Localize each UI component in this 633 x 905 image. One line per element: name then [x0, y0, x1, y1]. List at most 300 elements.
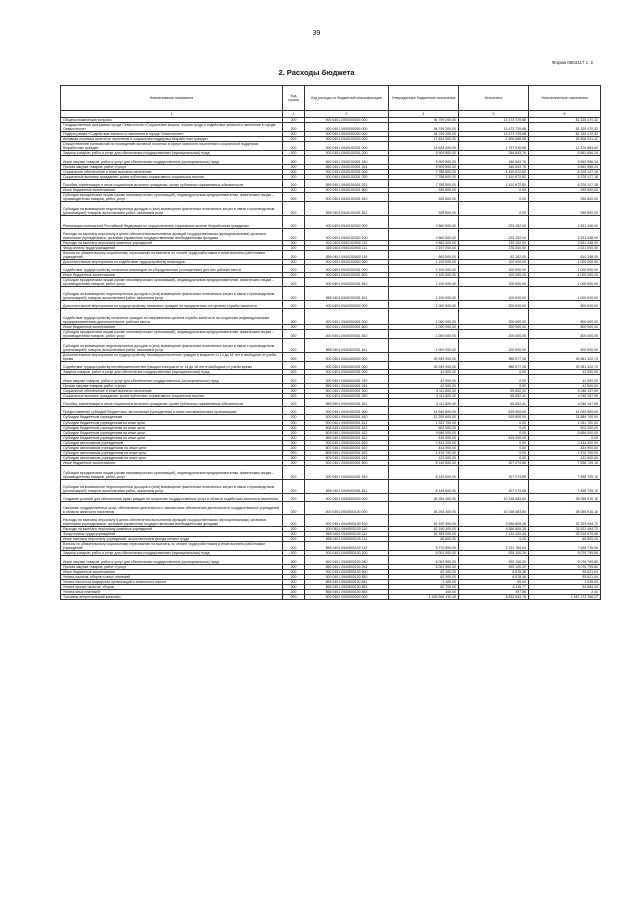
row-line-code: 200	[283, 564, 305, 569]
row-budget-code: 855 0401 0940500100 111	[305, 531, 389, 536]
row-executed: 346 843,76	[459, 151, 529, 156]
header-approved: Утвержденные бюджетные назначения	[389, 86, 459, 111]
section-title: 2. Расходы бюджета	[278, 68, 355, 77]
row-line-code: 200	[283, 394, 305, 399]
row-remaining: 25 218 579,66	[529, 531, 601, 536]
table-row	[61, 370, 601, 375]
row-budget-code: 000 0401 0940152900 000	[305, 216, 389, 229]
row-budget-code: 000 0401 0940300301 810	[305, 330, 389, 339]
row-name: Пособия, компенсации и иные социальные выплаты гражданам, кроме публичных нормативных обязательств	[61, 180, 283, 188]
row-approved: 5 909 800,00	[389, 156, 459, 165]
row-budget-code: 000 0401 0940400301 200	[305, 370, 389, 375]
row-approved: 32 353 000,00	[389, 531, 459, 536]
row-executed: 229 152,00	[459, 241, 529, 246]
row-budget-code: 000 0401 0940500100 000	[305, 501, 389, 514]
row-name: Содействие трудоустройству незанятых граждан по направлению органов службы занятости на созданные индивидуальными предпринимателями дополнительные рабочие места	[61, 309, 283, 325]
row-budget-code: 855 0401 0940152900 119	[305, 251, 389, 260]
row-remaining: 0,00	[529, 435, 601, 440]
table-row	[61, 425, 601, 430]
row-budget-code: 000 0401 0940100301 800	[305, 188, 389, 193]
row-executed: 200 000,00	[459, 325, 529, 330]
row-executed: 0,00	[459, 445, 529, 450]
row-budget-code: 000 0401 0940100301 810	[305, 193, 389, 202]
table-row	[61, 330, 601, 339]
row-name: Субсидии бюджетным учреждениям на иные цели	[61, 430, 283, 435]
table-row	[61, 170, 601, 175]
row-budget-code: 000 0401 0940400301 810	[305, 465, 389, 479]
row-remaining: 800 000,00	[529, 309, 601, 325]
row-executed: 100 000,00	[459, 287, 529, 301]
row-line-code: 200	[283, 514, 305, 526]
row-line-code: 200	[283, 265, 305, 273]
row-budget-code: 000 0401 0940100301 320	[305, 175, 389, 180]
row-budget-code: 855 0401 0940500100 853	[305, 589, 389, 594]
row-executed: 925 100,20	[459, 550, 529, 555]
table-row	[61, 450, 601, 455]
row-line-code: 200	[283, 493, 305, 501]
row-name: Субсидии бюджетным учреждениям	[61, 415, 283, 420]
row-remaining: 1 000 000,00	[529, 278, 601, 287]
table-row	[61, 137, 601, 142]
table-row	[61, 202, 601, 216]
row-remaining: 42 500,00	[529, 375, 601, 384]
row-remaining: 1 000 000,00	[529, 260, 601, 265]
row-remaining: 2,41	[529, 589, 601, 594]
row-budget-code: 000 0401 0940100301 240	[305, 156, 389, 165]
row-approved: 1 100 000,00	[389, 260, 459, 265]
header-remaining: Неисполненные назначения	[529, 86, 601, 111]
row-budget-code: 855 0401 0940200301 811	[305, 287, 389, 301]
row-name: Прочая закупка товаров, работ и услуг	[61, 384, 283, 389]
table-row	[61, 362, 601, 370]
row-budget-code: 000 0401 0940200000 000	[305, 260, 389, 265]
row-remaining: 14 033 900,00	[529, 407, 601, 415]
table-row	[61, 142, 601, 151]
row-name: Расходы на выплаты персоналу в целях обеспечения выполнения функций государственными (муниципальными) органами, казенными учреждениями, органами управления государственными внебюджетными фондами	[61, 229, 283, 241]
row-budget-code: 000 0401 0000000000 000	[305, 118, 389, 123]
row-budget-code: 855 0401 0940500100 244	[305, 564, 389, 569]
row-executed: 1 906 668,58	[459, 137, 529, 142]
row-name: Создание условий для обеспечения прав граждан на получение государственных услуг в области содействия занятости населения	[61, 493, 283, 501]
row-name: Субсидии на возмещение недополученных доходов и (или) возмещение фактически понесенных затрат в связи с производством (реализацией) товаров, выполнением работ, оказанием услуг	[61, 339, 283, 353]
column-number: 2	[283, 111, 305, 118]
table-row	[61, 287, 601, 301]
row-executed: 176 000,00	[459, 246, 529, 251]
row-remaining: 66 800,00	[529, 536, 601, 541]
row-line-code: 200	[283, 465, 305, 479]
row-executed: 0,00	[459, 420, 529, 425]
row-budget-code: 000 0401 0940400301 000	[305, 362, 389, 370]
table-row	[61, 399, 601, 407]
row-approved: 42 500,00	[389, 375, 459, 384]
row-executed: 9 266 805,28	[459, 514, 529, 526]
row-name: Субсидии юридическим лицам (кроме некоммерческих организаций), индивидуальным предпринимателям, физическим лицам – производителям товаров, работ, услуг	[61, 193, 283, 202]
row-remaining: 15 508 231,42	[529, 137, 601, 142]
row-line-code: 200	[283, 188, 305, 193]
page-number: 39	[312, 30, 321, 37]
row-approved: 1 000 000,00	[389, 309, 459, 325]
table-body	[61, 118, 601, 600]
row-approved: 2 860 500,00	[389, 241, 459, 246]
table-row	[61, 260, 601, 265]
row-budget-code: 855 0401 0940500100 119	[305, 541, 389, 550]
row-approved: 1 493 906 410,05	[389, 594, 459, 599]
row-executed: 65 602,41	[459, 389, 529, 394]
row-line-code: 200	[283, 425, 305, 430]
row-name: Расходы на выплаты персоналу казенных учреждений	[61, 526, 283, 531]
table-row	[61, 123, 601, 132]
row-executed: 13 473 729,68	[459, 132, 529, 137]
row-line-code: 200	[283, 118, 305, 123]
row-line-code: 200	[283, 353, 305, 362]
row-line-code: 200	[283, 137, 305, 142]
row-line-code: 200	[283, 123, 305, 132]
row-approved: 6 001 900,00	[389, 564, 459, 569]
row-executed: 615 900,00	[459, 407, 529, 415]
row-line-code: 200	[283, 151, 305, 156]
column-number: 4	[389, 111, 459, 118]
row-name: Иные закупки товаров, работ и услуг для обеспечения государственных (муниципальных) нужд	[61, 156, 283, 165]
row-remaining: 4 046 197,59	[529, 399, 601, 407]
row-remaining: 2 631 348,00	[529, 241, 601, 246]
row-approved: 9 656 000,00	[389, 430, 459, 435]
row-executed: 200 000,00	[459, 330, 529, 339]
row-name: Субсидии на возмещение недополученных доходов и (или) возмещение фактически понесенных затрат в связи с производством (реализацией) товаров, выполнением работ, оказанием услуг	[61, 287, 283, 301]
row-name: Субсидии автономным учреждениям на иные цели	[61, 455, 283, 460]
row-line-code: 200	[283, 325, 305, 330]
row-approved: 42 190 300,00	[389, 526, 459, 531]
row-line-code: 200	[283, 301, 305, 309]
row-approved: 62 200,00	[389, 569, 459, 574]
row-approved: 663 500,00	[389, 251, 459, 260]
row-line-code: 200	[283, 287, 305, 301]
row-remaining: 935 800,00	[529, 202, 601, 216]
row-approved: 12 205 600,00	[389, 415, 459, 420]
row-name: Субсидии автономным учреждениям на иные цели	[61, 445, 283, 450]
row-approved: 6 001 900,00	[389, 550, 459, 555]
row-executed: 65 602,41	[459, 394, 529, 399]
row-approved: 5 909 800,00	[389, 165, 459, 170]
row-remaining: 602 000,00	[529, 425, 601, 430]
row-name: Содействие трудоустройству несовершеннолетних граждан в возрасте от 14 до 18 лет в свободное от учебы время	[61, 362, 283, 370]
row-line-code: 200	[283, 142, 305, 151]
row-remaining: 7 838 725,15	[529, 479, 601, 493]
row-approved: 7 788 800,00	[389, 170, 459, 175]
row-name: Уплата налогов, сборов и иных платежей	[61, 574, 283, 579]
row-line-code: 200	[283, 180, 305, 188]
row-line-code: 200	[283, 569, 305, 574]
row-remaining: 2 021 000,00	[529, 246, 601, 251]
row-name: Государственная программа города Севастополя «Социальная защита, охрана труда и содействие занятости населения в городе Севастополе»	[61, 123, 283, 132]
row-name: Подпрограмма «Содействие занятости населения в городе Севастополе»	[61, 132, 283, 137]
row-executed: 1 410 672,82	[459, 175, 529, 180]
row-name: Субсидии юридическим лицам (кроме некоммерческих организаций), индивидуальным предпринимателям, физическим лицам – производителям товаров, работ, услуг	[61, 278, 283, 287]
row-executed: 200 000,00	[459, 309, 529, 325]
row-budget-code: 000 0401 0940100301 200	[305, 151, 389, 156]
row-approved: 94 799 200,00	[389, 123, 459, 132]
row-line-code: 200	[283, 501, 305, 514]
row-remaining: 1 000 000,00	[529, 287, 601, 301]
row-line-code: 200	[283, 430, 305, 435]
row-name: Иные бюджетные ассигнования	[61, 325, 283, 330]
row-line-code: 200	[283, 574, 305, 579]
row-executed: 0,00	[459, 375, 529, 384]
row-budget-code: 000 0401 0940500100 100	[305, 514, 389, 526]
row-remaining: 7 638 715,06	[529, 541, 601, 550]
table-row	[61, 309, 601, 325]
row-executed: 6 578,36	[459, 574, 529, 579]
row-executed: 0,00	[459, 450, 529, 455]
row-approved: 122 600,00	[389, 455, 459, 460]
row-approved: 60 700,00	[389, 584, 459, 589]
row-approved: 1 000 000,00	[389, 301, 459, 309]
row-executed: 0,00	[459, 430, 529, 435]
row-name: Уплата иных платежей	[61, 589, 283, 594]
row-executed: 100 000,00	[459, 265, 529, 273]
row-executed: 988 577,26	[459, 353, 529, 362]
row-remaining: 11 589 700,00	[529, 415, 601, 420]
row-executed: 615 900,00	[459, 415, 529, 420]
table-row	[61, 175, 601, 180]
row-line-code: 200	[283, 555, 305, 564]
row-remaining: 81 325 470,32	[529, 118, 601, 123]
row-line-code: 200	[283, 278, 305, 287]
table-row	[61, 389, 601, 394]
row-executed: 307 074,85	[459, 465, 529, 479]
row-approved: 602 000,00	[389, 425, 459, 430]
table-row	[61, 193, 601, 202]
row-name: Содействие трудоустройству незанятых инвалидов на оборудованные (оснащенные) для них рабочие места	[61, 265, 283, 273]
row-remaining: 6 378 127,18	[529, 170, 601, 175]
row-name: Социальное обеспечение и иные выплаты населению	[61, 170, 283, 175]
row-approved: 444 900,00	[389, 445, 459, 450]
row-budget-code: 855 0401 0940400301 321	[305, 399, 389, 407]
row-approved: 6 001 900,00	[389, 555, 459, 564]
row-line-code: 200	[283, 389, 305, 394]
row-remaining: 1 000 000,00	[529, 265, 601, 273]
row-name: Активная политика занятости населения и социальная поддержка безработных граждан	[61, 137, 283, 142]
row-remaining: 2 631 348,00	[529, 229, 601, 241]
column-number-row	[61, 111, 601, 118]
row-line-code: 200	[283, 589, 305, 594]
row-budget-code: 855 0401 0940100301 811	[305, 202, 389, 216]
row-budget-code: 000 0401 0940400000 000	[305, 353, 389, 362]
row-approved: 2 860 500,00	[389, 216, 459, 229]
row-budget-code: 000 0401 0940500000 000	[305, 493, 389, 501]
row-remaining: 610 348,00	[529, 251, 601, 260]
row-approved: 7 788 800,00	[389, 175, 459, 180]
row-name: Иные бюджетные ассигнования	[61, 569, 283, 574]
table-row	[61, 465, 601, 479]
header-executed: Исполнено	[459, 86, 529, 111]
row-approved: 17 484 900,00	[389, 137, 459, 142]
row-approved: 5 909 800,00	[389, 151, 459, 156]
row-remaining: 6 378 127,18	[529, 180, 601, 188]
row-remaining: 5 076 799,80	[529, 555, 601, 564]
row-approved: 8 145 800,00	[389, 460, 459, 465]
row-remaining: 122 600,00	[529, 455, 601, 460]
row-remaining: 800 000,00	[529, 339, 601, 353]
table-row	[61, 353, 601, 362]
row-line-code: 200	[283, 170, 305, 175]
row-budget-code: 855 0401 0940500100 851	[305, 579, 389, 584]
row-budget-code: 855 0401 0940400301 811	[305, 479, 389, 493]
row-approved: 1 100 000,00	[389, 278, 459, 287]
row-remaining: 5 562 956,24	[529, 151, 601, 156]
row-budget-code: 809 0401 0940400301 622	[305, 455, 389, 460]
row-line-code: 200	[283, 526, 305, 531]
table-row	[61, 445, 601, 450]
row-remaining: 800 000,00	[529, 330, 601, 339]
table-row	[61, 132, 601, 137]
table-row	[61, 278, 601, 287]
row-budget-code: 855 0401 0940500100 112	[305, 536, 389, 541]
row-remaining: 7 838 725,15	[529, 465, 601, 479]
row-line-code: 200	[283, 541, 305, 550]
table-row	[61, 594, 601, 599]
row-name: Закупка товаров, работ и услуг для обеспечения государственных (муниципальных) нужд	[61, 370, 283, 375]
row-executed: 346 843,76	[459, 165, 529, 170]
row-line-code: 200	[283, 579, 305, 584]
row-executed: 2 131 784,94	[459, 541, 529, 550]
row-name: Уплата прочих налогов, сборов	[61, 584, 283, 589]
row-executed: 1 410 672,82	[459, 170, 529, 175]
row-line-code: 200	[283, 241, 305, 246]
row-executed: 229 152,00	[459, 216, 529, 229]
row-remaining: 54 584,23	[529, 584, 601, 589]
row-line-code: 200	[283, 550, 305, 555]
row-line-code: 200	[283, 165, 305, 170]
row-approved: 9 770 500,00	[389, 541, 459, 550]
row-approved: 1 100 000,00	[389, 273, 459, 278]
row-line-code: 200	[283, 407, 305, 415]
table-row	[61, 493, 601, 501]
row-remaining: 935 800,00	[529, 188, 601, 193]
row-budget-code: 000 0401 0940400301 610	[305, 415, 389, 420]
row-approved: 935 800,00	[389, 188, 459, 193]
row-remaining: 800 000,00	[529, 325, 601, 330]
row-approved: 1 000 000,00	[389, 325, 459, 330]
row-budget-code: 000 0401 0940152900 100	[305, 229, 389, 241]
row-approved: 7 788 800,00	[389, 180, 459, 188]
row-name: Иные закупки товаров, работ и услуг для обеспечения государственных (муниципальных) нужд	[61, 375, 283, 384]
row-budget-code: 808 0401 0940400301 622	[305, 450, 389, 455]
table-row	[61, 579, 601, 584]
row-line-code: 200	[283, 415, 305, 420]
row-approved: 4 111 800,00	[389, 394, 459, 399]
table-row	[61, 156, 601, 165]
header-row	[61, 86, 601, 111]
row-approved: 26 949 900,00	[389, 353, 459, 362]
row-executed: 100 000,00	[459, 278, 529, 287]
row-executed: 100 000,00	[459, 260, 529, 265]
row-executed: 200 000,00	[459, 301, 529, 309]
row-executed: 0,00	[459, 188, 529, 193]
row-remaining: 935 800,00	[529, 193, 601, 202]
row-line-code: 200	[283, 455, 305, 460]
row-budget-code: 000 0401 0940500100 850	[305, 574, 389, 579]
row-name: Расходы на выплаты персоналу в целях обеспечения выполнения функций государственными (муниципальными) органами, казенными учреждениями, органами управления государственными внебюджетными фондами	[61, 514, 283, 526]
row-budget-code: 000 0401 0940152900 110	[305, 241, 389, 246]
header-line-code: Код строки	[283, 86, 305, 111]
row-executed: 53 152,00	[459, 251, 529, 260]
row-executed: 0,00	[459, 440, 529, 445]
row-line-code: 200	[283, 435, 305, 440]
row-executed: 307 074,85	[459, 460, 529, 465]
row-line-code: 200	[283, 175, 305, 180]
row-approved: 615 900,00	[389, 435, 459, 440]
row-name: Топливно-энергетический комплекс	[61, 594, 283, 599]
table-row	[61, 420, 601, 425]
row-executed: 200 000,00	[459, 339, 529, 353]
row-budget-code: 000 0401 0940100000 000	[305, 137, 389, 142]
row-line-code: 200	[283, 251, 305, 260]
row-approved: 4 111 800,00	[389, 389, 459, 394]
row-remaining: 25 961 322,74	[529, 362, 601, 370]
row-remaining: 1 331 700,00	[529, 420, 601, 425]
row-budget-code: 000 0401 0940000000 000	[305, 132, 389, 137]
row-approved: 94 799 200,00	[389, 132, 459, 137]
expenses-table	[60, 85, 601, 600]
table-row	[61, 265, 601, 273]
row-remaining: 1 876 700,00	[529, 450, 601, 455]
row-name: Субсидии юридическим лицам (кроме некоммерческих организаций), индивидуальным предпринимателям, физическим лицам – производителям товаров, работ, услуг	[61, 465, 283, 479]
table-row	[61, 180, 601, 188]
row-budget-code: 855 0401 0940400301 612	[305, 435, 389, 440]
table-row	[61, 229, 601, 241]
row-remaining: 1 035,00	[529, 579, 601, 584]
table-row	[61, 479, 601, 493]
row-approved: 42 500,00	[389, 384, 459, 389]
row-budget-code: 000 0401 0940100301 300	[305, 170, 389, 175]
table-row	[61, 526, 601, 531]
row-approved: 8 145 800,00	[389, 465, 459, 479]
row-name: Оказание государственных услуг, обеспечение деятельности, финансовое обеспечение деятельности государственных учреждений в области занятости населения	[61, 501, 283, 514]
row-executed: 7 134 420,34	[459, 531, 529, 536]
row-approved: 2 444 200,00	[389, 440, 459, 445]
row-line-code: 200	[283, 460, 305, 465]
row-name: Фонд оплаты труда учреждений	[61, 246, 283, 251]
row-approved: 4 111 800,00	[389, 399, 459, 407]
row-name: Иные бюджетные ассигнования	[61, 273, 283, 278]
row-name: Пособия, компенсации и иные социальные выплаты гражданам, кроме публичных нормативных обязательств	[61, 399, 283, 407]
row-executed: 65,00	[459, 579, 529, 584]
row-approved: 1 331 700,00	[389, 420, 459, 425]
column-number: 3	[305, 111, 389, 118]
row-line-code: 200	[283, 362, 305, 370]
row-approved: 1 100 000,00	[389, 265, 459, 273]
row-name: Субсидии бюджетным учреждениям на иные цели	[61, 435, 283, 440]
row-remaining: 32 923 494,72	[529, 526, 601, 531]
table-row	[61, 151, 601, 156]
row-line-code: 200	[283, 273, 305, 278]
row-approved: 94 799 200,00	[389, 118, 459, 123]
row-name: Уплата налога на имущество организаций и земельного налога	[61, 579, 283, 584]
row-remaining: 9 656 000,00	[529, 430, 601, 435]
row-name: Иные бюджетные ассигнования	[61, 460, 283, 465]
row-approved: 935 800,00	[389, 202, 459, 216]
row-name: Дополнительные мероприятия по трудоустройству несовершеннолетних граждан в возрасте от 14 до 18 лет в свободное от учебы время	[61, 353, 283, 362]
row-line-code: 200	[283, 584, 305, 589]
row-remaining: 444 900,00	[529, 445, 601, 450]
row-name: Субсидии автономным учреждениям	[61, 440, 283, 445]
row-budget-code: 000 0401 0940400301 320	[305, 394, 389, 399]
table-row	[61, 301, 601, 309]
row-remaining: 800 000,00	[529, 301, 601, 309]
row-name: Иные выплаты персоналу учреждений, за исключением фонда оплаты труда	[61, 536, 283, 541]
row-line-code: 200	[283, 375, 305, 384]
row-budget-code: 000 0401 0940500100 240	[305, 555, 389, 564]
